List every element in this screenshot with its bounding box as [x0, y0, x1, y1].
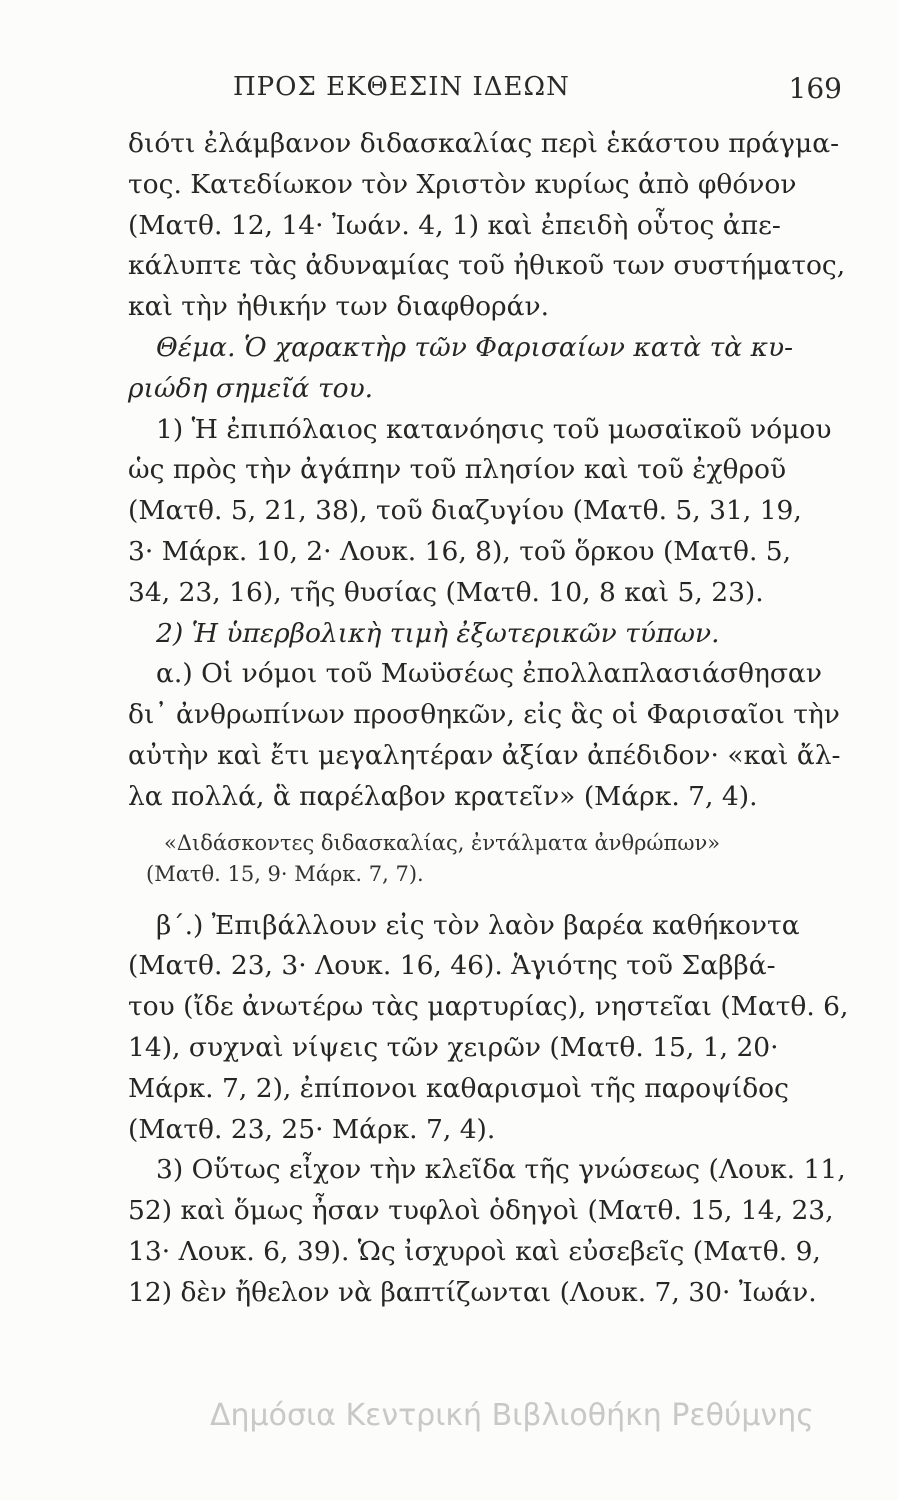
text-line: 13· Λουκ. 6, 39). Ὡς ἰσχυροὶ καὶ εὐσεβεῖς (Ματθ. 9,	[128, 1235, 821, 1267]
text-line: 34, 23, 16), τῆς θυσίας (Ματθ. 10, 8 καὶ 5, 23).	[128, 576, 764, 608]
text-line: β΄.) Ἐπιβάλλουν εἰς τὸν λαὸν βαρέα καθήκοντα	[156, 909, 800, 941]
page-number: 169	[788, 72, 842, 105]
text-line: Μάρκ. 7, 2), ἐπίπονοι καθαρισμοὶ τῆς παροψίδος	[128, 1072, 789, 1104]
text-line: (Ματθ. 23, 25· Μάρκ. 7, 4).	[128, 1113, 496, 1145]
running-header	[128, 72, 842, 112]
text-line: (Ματθ. 5, 21, 38), τοῦ διαζυγίου (Ματθ. 5, 31, 19,	[128, 495, 802, 527]
text-line: δι᾽ ἀνθρωπίνων προσθηκῶν, εἰς ἃς οἱ Φαρισαῖοι τὴν	[128, 699, 840, 731]
text-line: (Ματθ. 12, 14· Ἰωάν. 4, 1) καὶ ἐπειδὴ οὗτος ἀπε-	[128, 209, 781, 241]
library-watermark: Δημόσια Κεντρική Βιβλιοθήκη Ρεθύμνης	[210, 1398, 814, 1433]
text-line: 3· Μάρκ. 10, 2· Λουκ. 16, 8), τοῦ ὅρκου (Ματθ. 5,	[128, 535, 792, 567]
text-line: 3) Οὕτως εἶχον τὴν κλεῖδα τῆς γνώσεως (Λουκ. 11,	[156, 1154, 846, 1186]
quotation-note: «Διδάσκοντες διδασκαλίας, ἐντάλματα ἀνθρώπων»	[164, 830, 721, 855]
text-line: καὶ τὴν ἠθικήν των διαφθοράν.	[128, 291, 550, 323]
running-title: ΠΡΟΣ ΕΚΘΕΣΙΝ ΙΔΕΩΝ	[233, 72, 570, 102]
text-line: τος. Κατεδίωκον τὸν Χριστὸν κυρίως ἀπὸ φθόνον	[128, 168, 797, 200]
text-line: κάλυπτε τὰς ἀδυναμίας τοῦ ἠθικοῦ των συστήματος,	[128, 250, 846, 282]
text-line: του (ἴδε ἀνωτέρω τὰς μαρτυρίας), νηστεῖαι (Ματθ. 6,	[128, 991, 849, 1023]
text-line: αὐτὴν καὶ ἔτι μεγαλητέραν ἀξίαν ἀπέδιδον· «καὶ ἄλ-	[128, 739, 841, 771]
main-text	[128, 124, 849, 1314]
text-line: α.) Οἱ νόμοι τοῦ Μωϋσέως ἐπολλαπλασιάσθησαν	[156, 658, 822, 690]
text-line: ὡς πρὸς τὴν ἀγάπην τοῦ πλησίον καὶ τοῦ ἐχθροῦ	[128, 454, 787, 486]
theme-heading-cont: ριώδη σημεῖά του.	[128, 372, 374, 404]
subheading: 2) Ἡ ὑπερβολικὴ τιμὴ ἐξωτερικῶν τύπων.	[156, 617, 720, 649]
text-line: λα πολλά, ἃ παρέλαβον κρατεῖν» (Μάρκ. 7, 4).	[128, 780, 758, 812]
text-line: 52) καὶ ὅμως ἦσαν τυφλοὶ ὁδηγοὶ (Ματθ. 15, 14, 23,	[128, 1195, 834, 1227]
text-line: διότι ἐλάμβανον διδασκαλίας περὶ ἑκάστου πράγμα-	[128, 128, 840, 159]
quotation-note-ref: (Ματθ. 15, 9· Μάρκ. 7, 7).	[146, 861, 424, 886]
text-line: 12) δὲν ἤθελον νὰ βαπτίζωνται (Λουκ. 7, 30· Ἰωάν.	[128, 1276, 817, 1308]
text-line: (Ματθ. 23, 3· Λουκ. 16, 46). Ἁγιότης τοῦ Σαββά-	[128, 950, 776, 982]
text-line: 1) Ἡ ἐπιπόλαιος κατανόησις τοῦ μωσαϊκοῦ νόμου	[156, 413, 832, 445]
text-line: 14), συχναὶ νίψεις τῶν χειρῶν (Ματθ. 15, 1, 20·	[128, 1031, 779, 1063]
theme-heading: Θέμα. Ὁ χαρακτὴρ τῶν Φαρισαίων κατὰ τὰ κυ-	[156, 331, 794, 363]
